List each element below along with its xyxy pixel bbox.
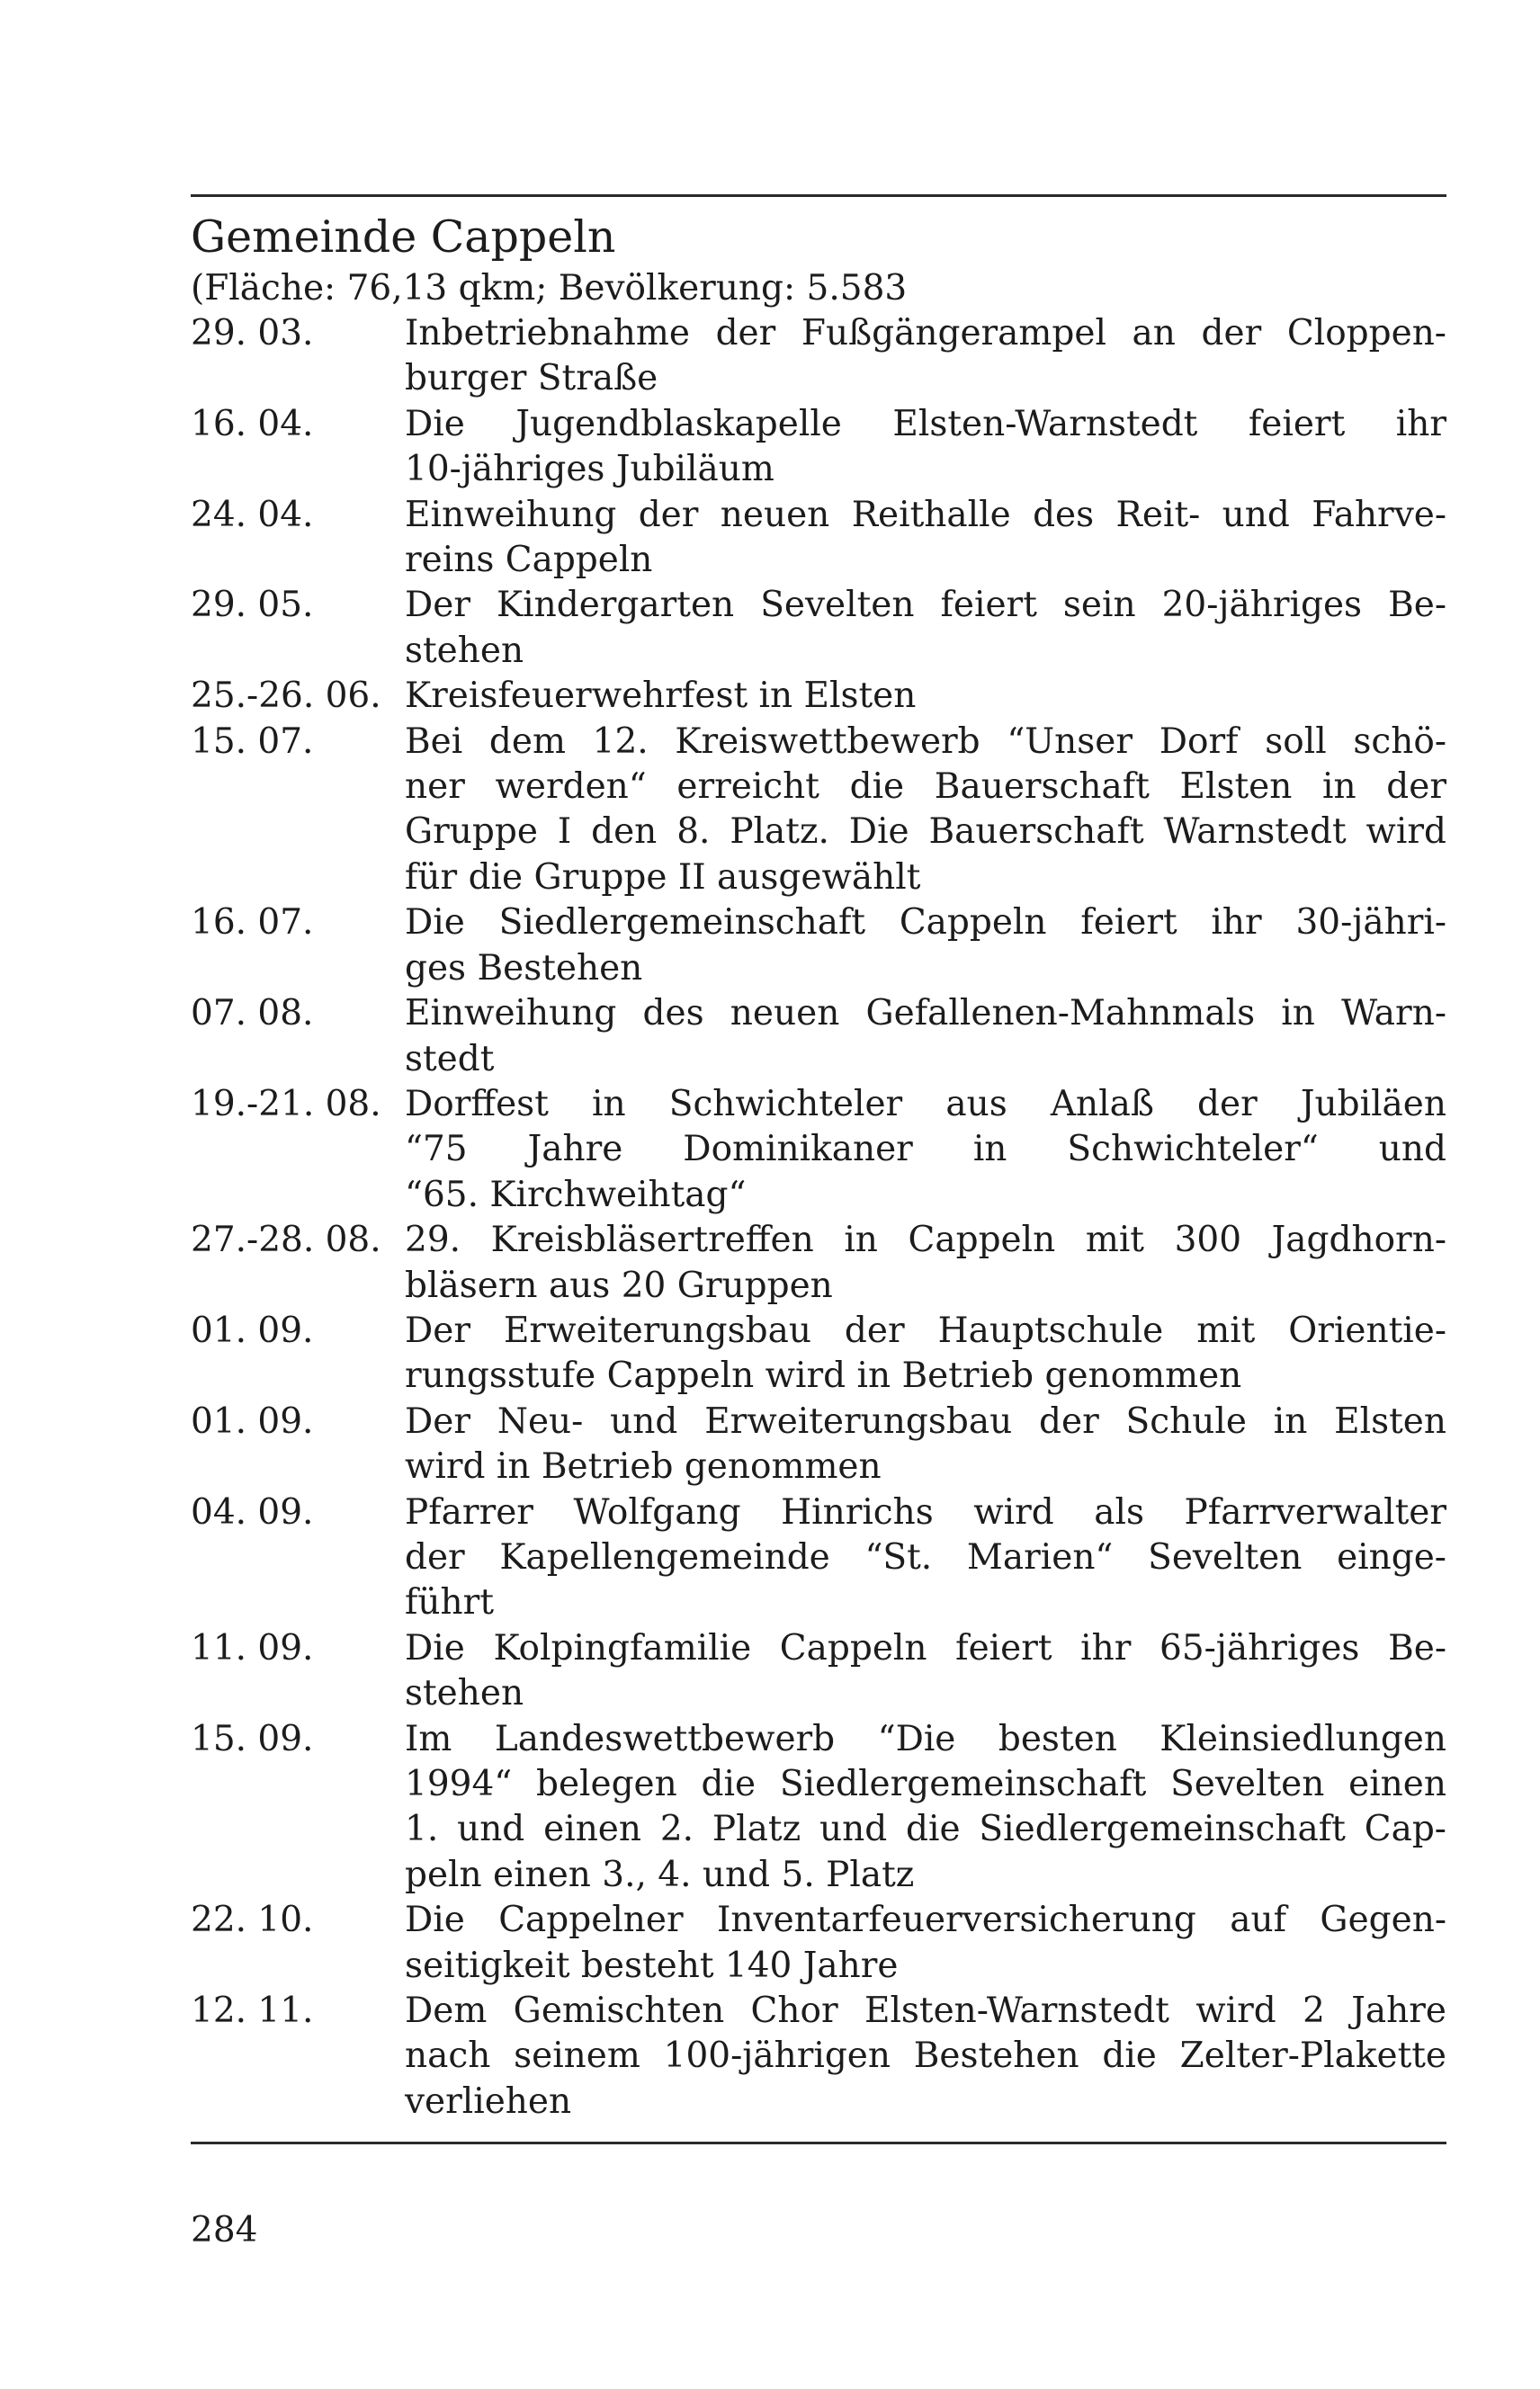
chronicle-entry	[191, 493, 1446, 584]
entry-text-line: Einweihung der neuen Reithalle des Reit- und Fahrve-	[405, 494, 1446, 535]
chronicle-entry	[191, 1082, 1446, 1218]
entry-text-line: führt	[405, 1582, 494, 1624]
chronicle-entry	[191, 674, 1446, 719]
entry-text	[405, 1218, 1446, 1309]
entry-text-line: Pfarrer Wolfgang Hinrichs wird als Pfarrverwalter	[405, 1491, 1446, 1533]
chronicle-entry	[191, 1898, 1446, 1989]
chronicle-entry	[191, 402, 1446, 493]
entry-date: 22. 10.	[191, 1900, 314, 1941]
entry-text-line: stehen	[405, 1673, 524, 1714]
chronicle-entry	[191, 1717, 1446, 1899]
entry-text-line: der Kapellengemeinde “St. Marien“ Sevelten einge-	[405, 1536, 1446, 1578]
chronicle-entry	[191, 900, 1446, 991]
entry-text-line: Im Landeswettbewerb “Die besten Kleinsiedlungen	[405, 1718, 1446, 1759]
entry-text	[405, 720, 1446, 901]
entry-date: 01. 09.	[191, 1400, 314, 1442]
entry-text-line: Die Cappelner Inventarfeuerversicherung auf Gegen-	[405, 1900, 1446, 1941]
entry-text-line: burger Straße	[405, 358, 658, 399]
entry-date: 25.-26. 06.	[191, 676, 381, 717]
entry-text	[405, 311, 1446, 402]
entry-text-line: “75 Jahre Dominikaner in Schwichteler“ und	[405, 1129, 1446, 1170]
entry-text	[405, 1400, 1446, 1490]
chronicle-entry	[191, 583, 1446, 674]
entry-date: 04. 09.	[191, 1491, 314, 1533]
entry-text-line: Bei dem 12. Kreiswettbewerb “Unser Dorf soll schö-	[405, 720, 1446, 762]
entry-text-line: ner werden“ erreicht die Bauerschaft Elsten in der	[405, 766, 1446, 808]
entry-text	[405, 402, 1446, 493]
chronicle-entry	[191, 1989, 1446, 2125]
entry-text	[405, 1082, 1446, 1218]
entry-date: 24. 04.	[191, 494, 314, 535]
entry-date: 12. 11.	[191, 1991, 314, 2032]
entry-date: 01. 09.	[191, 1310, 314, 1351]
entry-text-line: nach seinem 100-jährigen Bestehen die Zelter-Plakette	[405, 2036, 1446, 2077]
entry-date: 27.-28. 08.	[191, 1220, 381, 1261]
entry-text-line: Der Kindergarten Sevelten feiert sein 20-jähriges Be-	[405, 585, 1446, 626]
entry-text-line: stehen	[405, 630, 524, 671]
entry-text	[405, 674, 1446, 719]
entry-text-line: seitigkeit besteht 140 Jahre	[405, 1945, 899, 1986]
entry-date: 15. 07.	[191, 720, 314, 762]
chronicle-entry	[191, 1490, 1446, 1626]
entry-text-line: bläsern aus 20 Gruppen	[405, 1265, 833, 1306]
entry-text-line: 1994“ belegen die Siedlergemeinschaft Sevelten einen	[405, 1764, 1446, 1804]
chronicle-entry	[191, 1218, 1446, 1309]
entry-text-line: ges Bestehen	[405, 947, 643, 989]
entry-date: 16. 07.	[191, 902, 314, 944]
entry-text-line: Die Kolpingfamilie Cappeln feiert ihr 65-jähriges Be-	[405, 1627, 1446, 1669]
entry-text-line: Kreisfeuerwehrfest in Elsten	[405, 676, 917, 717]
section-title: Gemeinde Cappeln	[191, 211, 616, 263]
entry-text-line: Der Erweiterungsbau der Hauptschule mit Orientie-	[405, 1310, 1446, 1351]
chronicle-entry	[191, 1626, 1446, 1717]
entry-text-line: wird in Betrieb genommen	[405, 1446, 882, 1488]
entry-date: 29. 05.	[191, 585, 314, 626]
entry-text	[405, 1309, 1446, 1400]
entry-date: 07. 08.	[191, 993, 314, 1034]
bottom-rule	[191, 2142, 1446, 2144]
entry-text-line: rungsstufe Cappeln wird in Betrieb genommen	[405, 1356, 1242, 1397]
entry-text	[405, 991, 1446, 1082]
entry-text-line: stedt	[405, 1038, 495, 1079]
chronicle-entry	[191, 1400, 1446, 1490]
entry-date: 11. 09.	[191, 1627, 314, 1669]
section-stats: (Fläche: 76,13 qkm; Bevölkerung: 5.583	[191, 268, 908, 309]
entry-date: 19.-21. 08.	[191, 1083, 381, 1124]
entry-text-line: Einweihung des neuen Gefallenen-Mahnmals in Warn-	[405, 993, 1446, 1034]
entry-text-line: “65. Kirchweihtag“	[405, 1174, 747, 1215]
entry-text	[405, 1626, 1446, 1717]
entry-text-line: reins Cappeln	[405, 540, 653, 581]
entry-text	[405, 583, 1446, 674]
entry-date: 16. 04.	[191, 403, 314, 444]
entry-text	[405, 1989, 1446, 2125]
entry-text-line: Die Jugendblaskapelle Elsten-Warnstedt feiert ihr	[405, 403, 1446, 444]
entry-text	[405, 1898, 1446, 1989]
entry-text	[405, 1717, 1446, 1899]
chronicle-list	[191, 311, 1446, 2125]
chronicle-entry	[191, 991, 1446, 1082]
entry-text	[405, 1490, 1446, 1626]
entry-text-line: peln einen 3., 4. und 5. Platz	[405, 1854, 915, 1895]
chronicle-entry	[191, 1309, 1446, 1400]
entry-text-line: Die Siedlergemeinschaft Cappeln feiert ihr 30-jähri-	[405, 902, 1446, 944]
entry-date: 15. 09.	[191, 1718, 314, 1759]
entry-text	[405, 900, 1446, 991]
entry-text-line: 10-jähriges Jubiläum	[405, 449, 774, 490]
entry-date: 29. 03.	[191, 313, 314, 353]
entry-text-line: für die Gruppe II ausgewählt	[405, 856, 921, 898]
entry-text-line: 1. und einen 2. Platz und die Siedlergemeinschaft Cap-	[405, 1809, 1446, 1850]
entry-text-line: Der Neu- und Erweiterungsbau der Schule in Elsten	[405, 1400, 1446, 1442]
entry-text-line: Inbetriebnahme der Fußgängerampel an der Cloppen-	[405, 313, 1446, 353]
chronicle-entry	[191, 720, 1446, 901]
entry-text-line: Gruppe I den 8. Platz. Die Bauerschaft Warnstedt wird	[405, 811, 1446, 853]
entry-text-line: Dorffest in Schwichteler aus Anlaß der Jubiläen	[405, 1083, 1446, 1124]
entry-text-line: Dem Gemischten Chor Elsten-Warnstedt wird 2 Jahre	[405, 1991, 1446, 2032]
entry-text	[405, 493, 1446, 584]
entry-text-line: verliehen	[405, 2080, 572, 2122]
top-rule	[191, 194, 1446, 197]
entry-text-line: 29. Kreisbläsertreffen in Cappeln mit 300 Jagdhorn-	[405, 1220, 1446, 1261]
page-number: 284	[191, 2210, 258, 2250]
chronicle-entry	[191, 311, 1446, 402]
